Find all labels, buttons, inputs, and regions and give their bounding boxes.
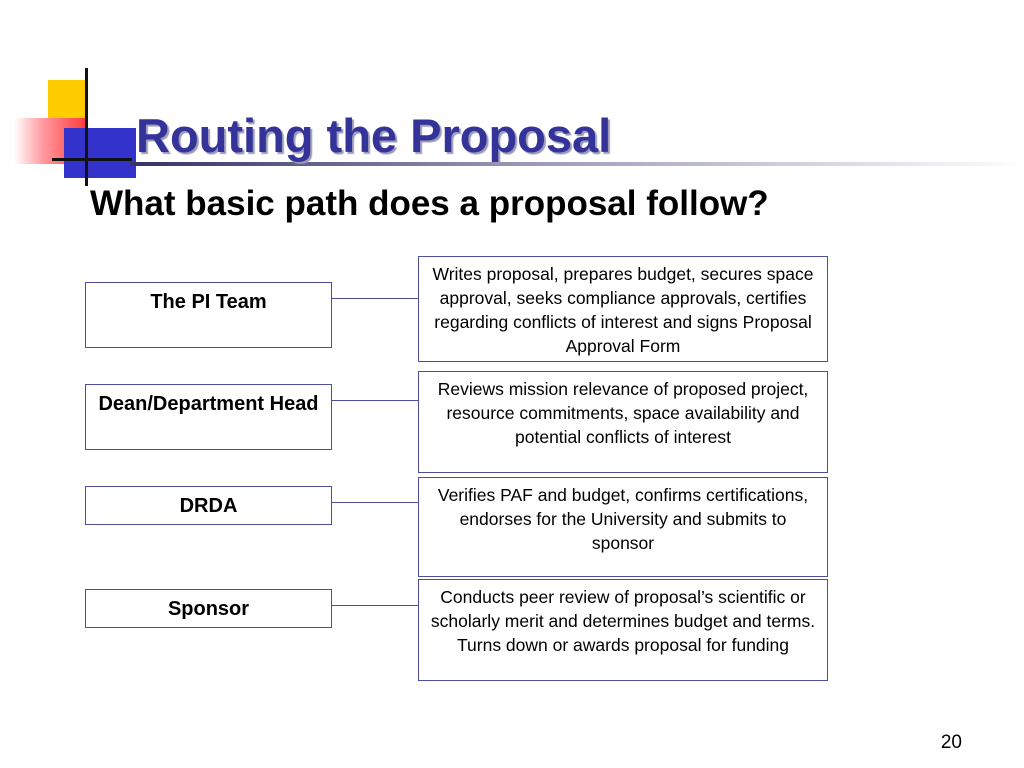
description-box-drda — [418, 477, 828, 577]
role-box-drda — [85, 486, 332, 525]
slide-title: Routing the Proposal — [136, 109, 612, 162]
role-box-dean-department-head — [85, 384, 332, 450]
decoration-horizontal-line — [52, 158, 132, 161]
role-box-pi-team — [85, 282, 332, 348]
description-text: Conducts peer review of proposal’s scientific or scholarly merit and determines budget and terms. Turns down or awards proposal for funding — [430, 587, 816, 655]
description-text: Verifies PAF and budget, confirms certifications, endorses for the University and submits to sponsor — [437, 485, 809, 553]
connector-line — [332, 502, 418, 503]
connector-line — [332, 605, 418, 606]
description-box-pi-team — [418, 256, 828, 362]
decoration-vertical-line — [85, 68, 88, 186]
connector-line — [332, 298, 418, 299]
page-number: 20 — [940, 732, 962, 753]
connector-line — [332, 400, 418, 401]
decoration-blue-square — [64, 128, 136, 178]
slide-subtitle: What basic path does a proposal follow? — [90, 184, 769, 223]
role-label: The PI Team — [150, 291, 267, 313]
description-box-dean-department-head — [418, 371, 828, 473]
role-label: DRDA — [179, 495, 238, 517]
description-text: Writes proposal, prepares budget, secures space approval, seeks compliance approvals, certifies regarding conflicts of interest and signs Proposal Approval Form — [432, 264, 814, 356]
role-label: Dean/Department Head — [98, 393, 319, 415]
description-box-sponsor — [418, 579, 828, 681]
role-label: Sponsor — [167, 598, 250, 620]
role-box-sponsor — [85, 589, 332, 628]
description-text: Reviews mission relevance of proposed project, resource commitments, space availability and potential conflicts of interest — [437, 379, 809, 447]
